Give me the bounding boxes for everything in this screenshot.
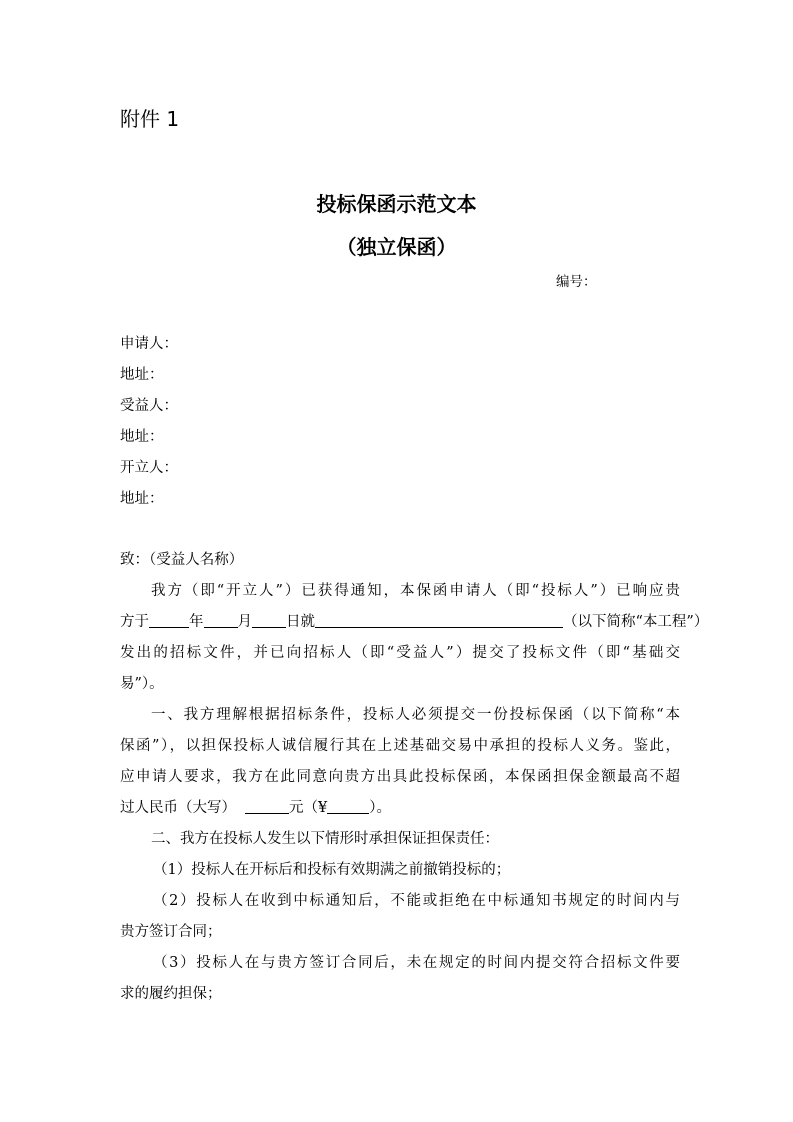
attachment-label: 附件 1 [120, 107, 180, 131]
blank-month [204, 611, 238, 628]
document-title: 投标保函示范文本 [316, 192, 477, 216]
paragraph-1-line-3: 发出的招标文件，并已向招标人（即“受益人”）提交了投标文件（即“基础交 [120, 645, 680, 661]
text-fragment: （以下简称“本工程”） [563, 614, 709, 630]
text-fragment: ）。 [369, 800, 391, 816]
paragraph-2-line-4 [120, 793, 680, 824]
letter-body [120, 545, 709, 1010]
paragraph-2-line-3: 应申请人要求，我方在此同意向贵方出具此投标保函，本保函担保金额最高不超 [120, 769, 680, 785]
issuer-address-label: 地址： [120, 491, 164, 507]
paragraph-1-line-1: 我方（即“开立人”）已获得通知，本保函申请人（即“投标人”）已响应贵 [151, 583, 680, 599]
item-2-line-1: （2）投标人在收到中标通知后，不能或拒绝在中标通知书规定的时间内与 [153, 893, 680, 909]
beneficiary-address-label: 地址： [120, 429, 164, 445]
paragraph-2-line-1: 一、我方理解根据招标条件，投标人必须提交一份投标保函（以下简称“本 [151, 707, 680, 723]
item-3-line-1: （3）投标人在与贵方签订合同后，未在规定的时间内提交符合招标文件要 [153, 955, 680, 971]
beneficiary-label: 受益人： [120, 398, 178, 414]
item-1: （1）投标人在开标后和投标有效期满之前撤销投标的； [153, 862, 511, 878]
item-2-line-2: 贵方签订合同； [120, 924, 222, 940]
blank-amount-figures [327, 797, 369, 814]
paragraph-1-line-2 [120, 607, 709, 638]
blank-year [149, 611, 189, 628]
paragraph-3-line-1: 二、我方在投标人发生以下情形时承担保证担保责任： [151, 831, 499, 847]
salutation: 致：（受益人名称） [120, 552, 244, 568]
text-fragment: 元（¥ [289, 800, 328, 816]
text-fragment: 日就 [286, 614, 315, 630]
text-fragment: 过人民币（大写） [120, 800, 236, 816]
blank-project-name [315, 611, 563, 628]
text-fragment: 月 [237, 614, 252, 630]
item-3-line-2: 求的履约担保； [120, 986, 222, 1002]
paragraph-1-line-4: 易”）。 [120, 676, 164, 692]
text-fragment: 年 [189, 614, 204, 630]
applicant-address-label: 地址： [120, 367, 164, 383]
issuer-label: 开立人： [120, 460, 178, 476]
paragraph-2-line-2: 保函”），以担保投标人诚信履行其在上述基础交易中承担的投标人义务。鉴此， [120, 738, 680, 754]
blank-amount-words [245, 797, 289, 814]
text-fragment: 方于 [120, 614, 149, 630]
number-label: 编号： [556, 274, 597, 290]
document-subtitle: （独立保函） [336, 235, 457, 259]
blank-day [252, 611, 286, 628]
applicant-label: 申请人： [120, 336, 178, 352]
